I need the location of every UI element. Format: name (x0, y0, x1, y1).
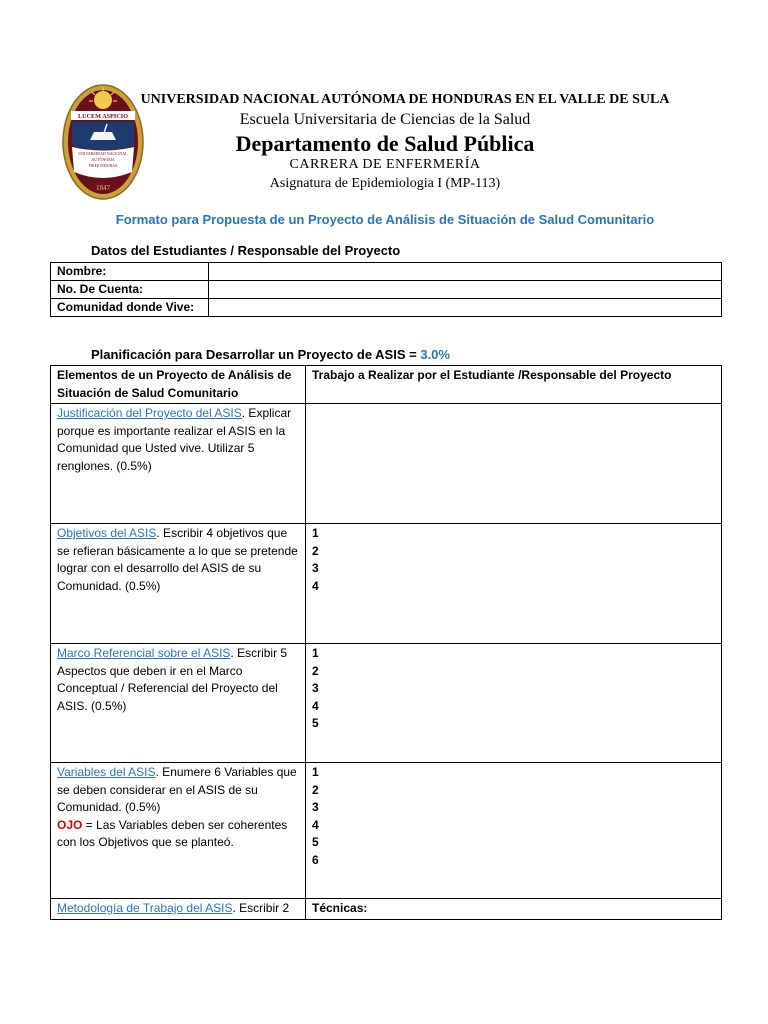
seal-motto: LUCEM ASPICIO (77, 113, 129, 120)
warning-text: = Las Variables deben ser coherentes con los Objetivos que se planteó. (57, 817, 288, 849)
table-row (51, 281, 722, 299)
desc-marco: . Escribir 5 Aspectos que deben ir en el Marco Conceptual / Referencial del Proyecto del ASIS. (0.5%) (57, 646, 288, 713)
table-row (51, 524, 722, 644)
planning-section-title (91, 347, 450, 362)
table-row (51, 644, 722, 763)
warning-label: OJO (57, 817, 83, 832)
link-metodologia[interactable]: Metodología de Trabajo del ASIS (57, 901, 233, 915)
table-row (51, 763, 722, 899)
work-objetivos[interactable] (306, 524, 722, 644)
table-header-row (51, 366, 722, 404)
field-label-account: No. De Cuenta: (51, 281, 209, 299)
career-name: CARRERA DE ENFERMERÍA (289, 157, 481, 172)
work-variables[interactable] (306, 763, 722, 899)
list-item: 6 (312, 852, 319, 867)
element-marco (51, 644, 306, 763)
student-data-table (50, 262, 722, 317)
list-item: 2 (312, 663, 319, 678)
planning-table (50, 365, 722, 920)
subject-name: Asignatura de Epidemiologia I (MP-113) (269, 176, 501, 191)
element-objetivos (51, 524, 306, 644)
field-value-name[interactable] (209, 263, 722, 281)
list-item: 4 (312, 817, 319, 832)
element-justificacion (51, 404, 306, 524)
desc-variables: . Enumere 6 Variables que se deben considerar en el ASIS de su Comunidad. (0.5%) (57, 765, 297, 814)
field-value-account[interactable] (209, 281, 722, 299)
link-marco[interactable]: Marco Referencial sobre el ASIS (57, 646, 231, 660)
work-metodologia[interactable]: Técnicas: (306, 899, 722, 920)
department-name: Departamento de Salud Pública (235, 131, 535, 156)
seal-text-3: DE HONDURAS (88, 163, 118, 168)
seal-text-2: AUTÓNOMA (91, 157, 115, 162)
table-row (51, 404, 722, 524)
desc-justificacion: . Explicar porque es importante realizar el ASIS en la Comunidad que Usted vive. Utilizar 5 renglones. (0.5%) (57, 406, 292, 473)
work-marco[interactable] (306, 644, 722, 763)
list-item: 2 (312, 543, 319, 558)
list-item: 5 (312, 716, 319, 730)
list-item: 3 (312, 561, 319, 575)
list-item: 1 (312, 646, 319, 660)
list-item: 1 (312, 765, 319, 779)
list-item: 4 (312, 578, 319, 593)
planning-title-value: 3.0% (420, 347, 450, 362)
work-justificacion[interactable] (306, 404, 722, 524)
field-value-community[interactable] (209, 299, 722, 317)
element-variables (51, 763, 306, 899)
element-metodologia (51, 899, 306, 920)
list-item: 4 (312, 698, 319, 713)
seal-year: 1847 (96, 184, 110, 192)
table-row (51, 899, 722, 920)
col1-header: Elementos de un Proyecto de Análisis de Situación de Salud Comunitario (51, 366, 306, 404)
table-row (51, 263, 722, 281)
link-objetivos[interactable]: Objetivos del ASIS (57, 526, 157, 540)
desc-objetivos: . Escribir 4 objetivos que se refieran básicamente a lo que se pretende lograr con el desarrollo del ASIS de su Comunidad. (0.5%) (57, 526, 298, 593)
list-item: 5 (312, 835, 319, 849)
university-name: UNIVERSIDAD NACIONAL AUTÓNOMA DE HONDURAS EN EL VALLE DE SULA (140, 92, 670, 107)
list-item: 3 (312, 800, 319, 814)
col2-header: Trabajo a Realizar por el Estudiante /Responsable del Proyecto (306, 366, 722, 404)
table-row (51, 299, 722, 317)
planning-title-prefix: Planificación para Desarrollar un Proyecto de ASIS = (91, 347, 421, 362)
field-label-community: Comunidad donde Vive: (51, 299, 209, 317)
school-name: Escuela Universitaria de Ciencias de la Salud (239, 111, 531, 128)
seal-text-1: UNIVERSIDAD NACIONAL (78, 151, 128, 156)
list-item: 1 (312, 526, 319, 540)
list-item: 3 (312, 681, 319, 695)
desc-metodologia: . Escribir 2 (232, 901, 290, 915)
link-justificacion[interactable]: Justificación del Proyecto del ASIS (57, 406, 242, 420)
student-section-title: Datos del Estudiantes / Responsable del Proyecto (91, 243, 401, 258)
list-item: 2 (312, 782, 319, 797)
form-title: Formato para Propuesta de un Proyecto de Análisis de Situación de Salud Comunitario (115, 212, 655, 227)
link-variables[interactable]: Variables del ASIS (57, 765, 156, 779)
field-label-name: Nombre: (51, 263, 209, 281)
